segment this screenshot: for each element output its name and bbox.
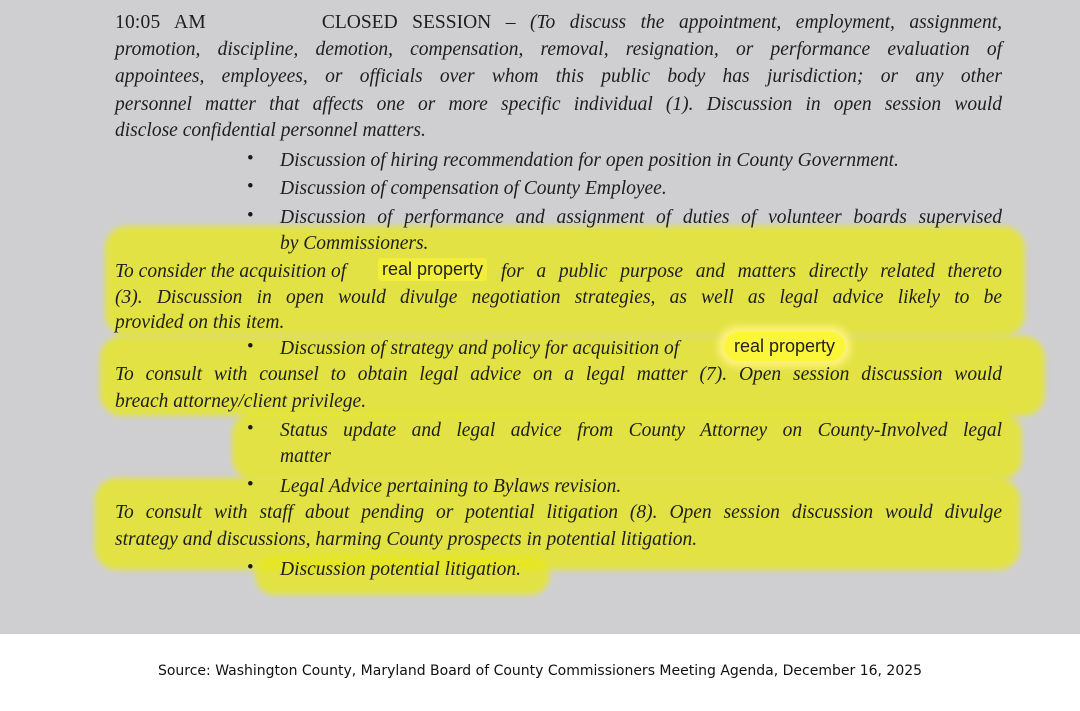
litigation-line: To consult with staff about pending or potential litigation (8). Open session discussion would divulge <box>115 502 1002 523</box>
list-item: by Commissioners. <box>280 233 429 254</box>
counsel-line: breach attorney/client privilege. <box>115 391 367 412</box>
bullet-marker: • <box>247 148 254 169</box>
intro-line: appointees, employees, or officials over whom this public body has jurisdiction; or any other <box>115 66 1002 87</box>
list-item: Discussion of performance and assignment of duties of volunteer boards supervised <box>280 207 1002 228</box>
intro-line: (To discuss the appointment, employment, assignment, <box>530 12 1003 33</box>
list-item: Discussion of strategy and policy for acquisition of <box>280 338 680 359</box>
list-item: Discussion potential litigation. <box>280 559 522 580</box>
acquisition-line: (3). Discussion in open would divulge negotiation strategies, as well as legal advice likely to be <box>115 287 1002 308</box>
session-header <box>115 10 1002 36</box>
bullet-marker: • <box>247 557 254 578</box>
session-time: 10:05 AM <box>115 12 206 33</box>
bullet-marker: • <box>247 205 254 226</box>
bullet-marker: • <box>247 336 254 357</box>
acquisition-line: provided on this item. <box>115 312 285 333</box>
real-property-label: real property <box>724 332 845 361</box>
list-item: Status update and legal advice from County Attorney on County-Involved legal <box>280 420 1002 441</box>
acquisition-line-start: To consider the acquisition of <box>115 261 347 282</box>
list-item: Legal Advice pertaining to Bylaws revision. <box>280 476 622 497</box>
session-title: CLOSED SESSION <box>321 12 492 33</box>
session-dash: – <box>505 12 516 33</box>
bullet-marker: • <box>247 418 254 439</box>
litigation-line: strategy and discussions, harming County prospects in potential litigation. <box>115 529 698 550</box>
list-item: matter <box>280 446 331 467</box>
intro-line: personnel matter that affects one or more specific individual (1). Discussion in open session would <box>115 94 1002 115</box>
source-caption: Source: Washington County, Maryland Board of County Commissioners Meeting Agenda, December 16, 2025 <box>157 663 923 679</box>
intro-line: disclose confidential personnel matters. <box>115 120 426 141</box>
acquisition-line-end: for a public purpose and matters directly related thereto <box>501 261 1002 282</box>
list-item: Discussion of hiring recommendation for open position in County Government. <box>280 150 899 171</box>
bullet-marker: • <box>247 176 254 197</box>
counsel-line: To consult with counsel to obtain legal advice on a legal matter (7). Open session discussion would <box>115 364 1002 385</box>
real-property-label: real property <box>378 258 487 281</box>
list-item: Discussion of compensation of County Employee. <box>280 178 667 199</box>
bullet-marker: • <box>247 474 254 495</box>
intro-line: promotion, discipline, demotion, compensation, removal, resignation, or performance evaluation of <box>115 39 1002 60</box>
